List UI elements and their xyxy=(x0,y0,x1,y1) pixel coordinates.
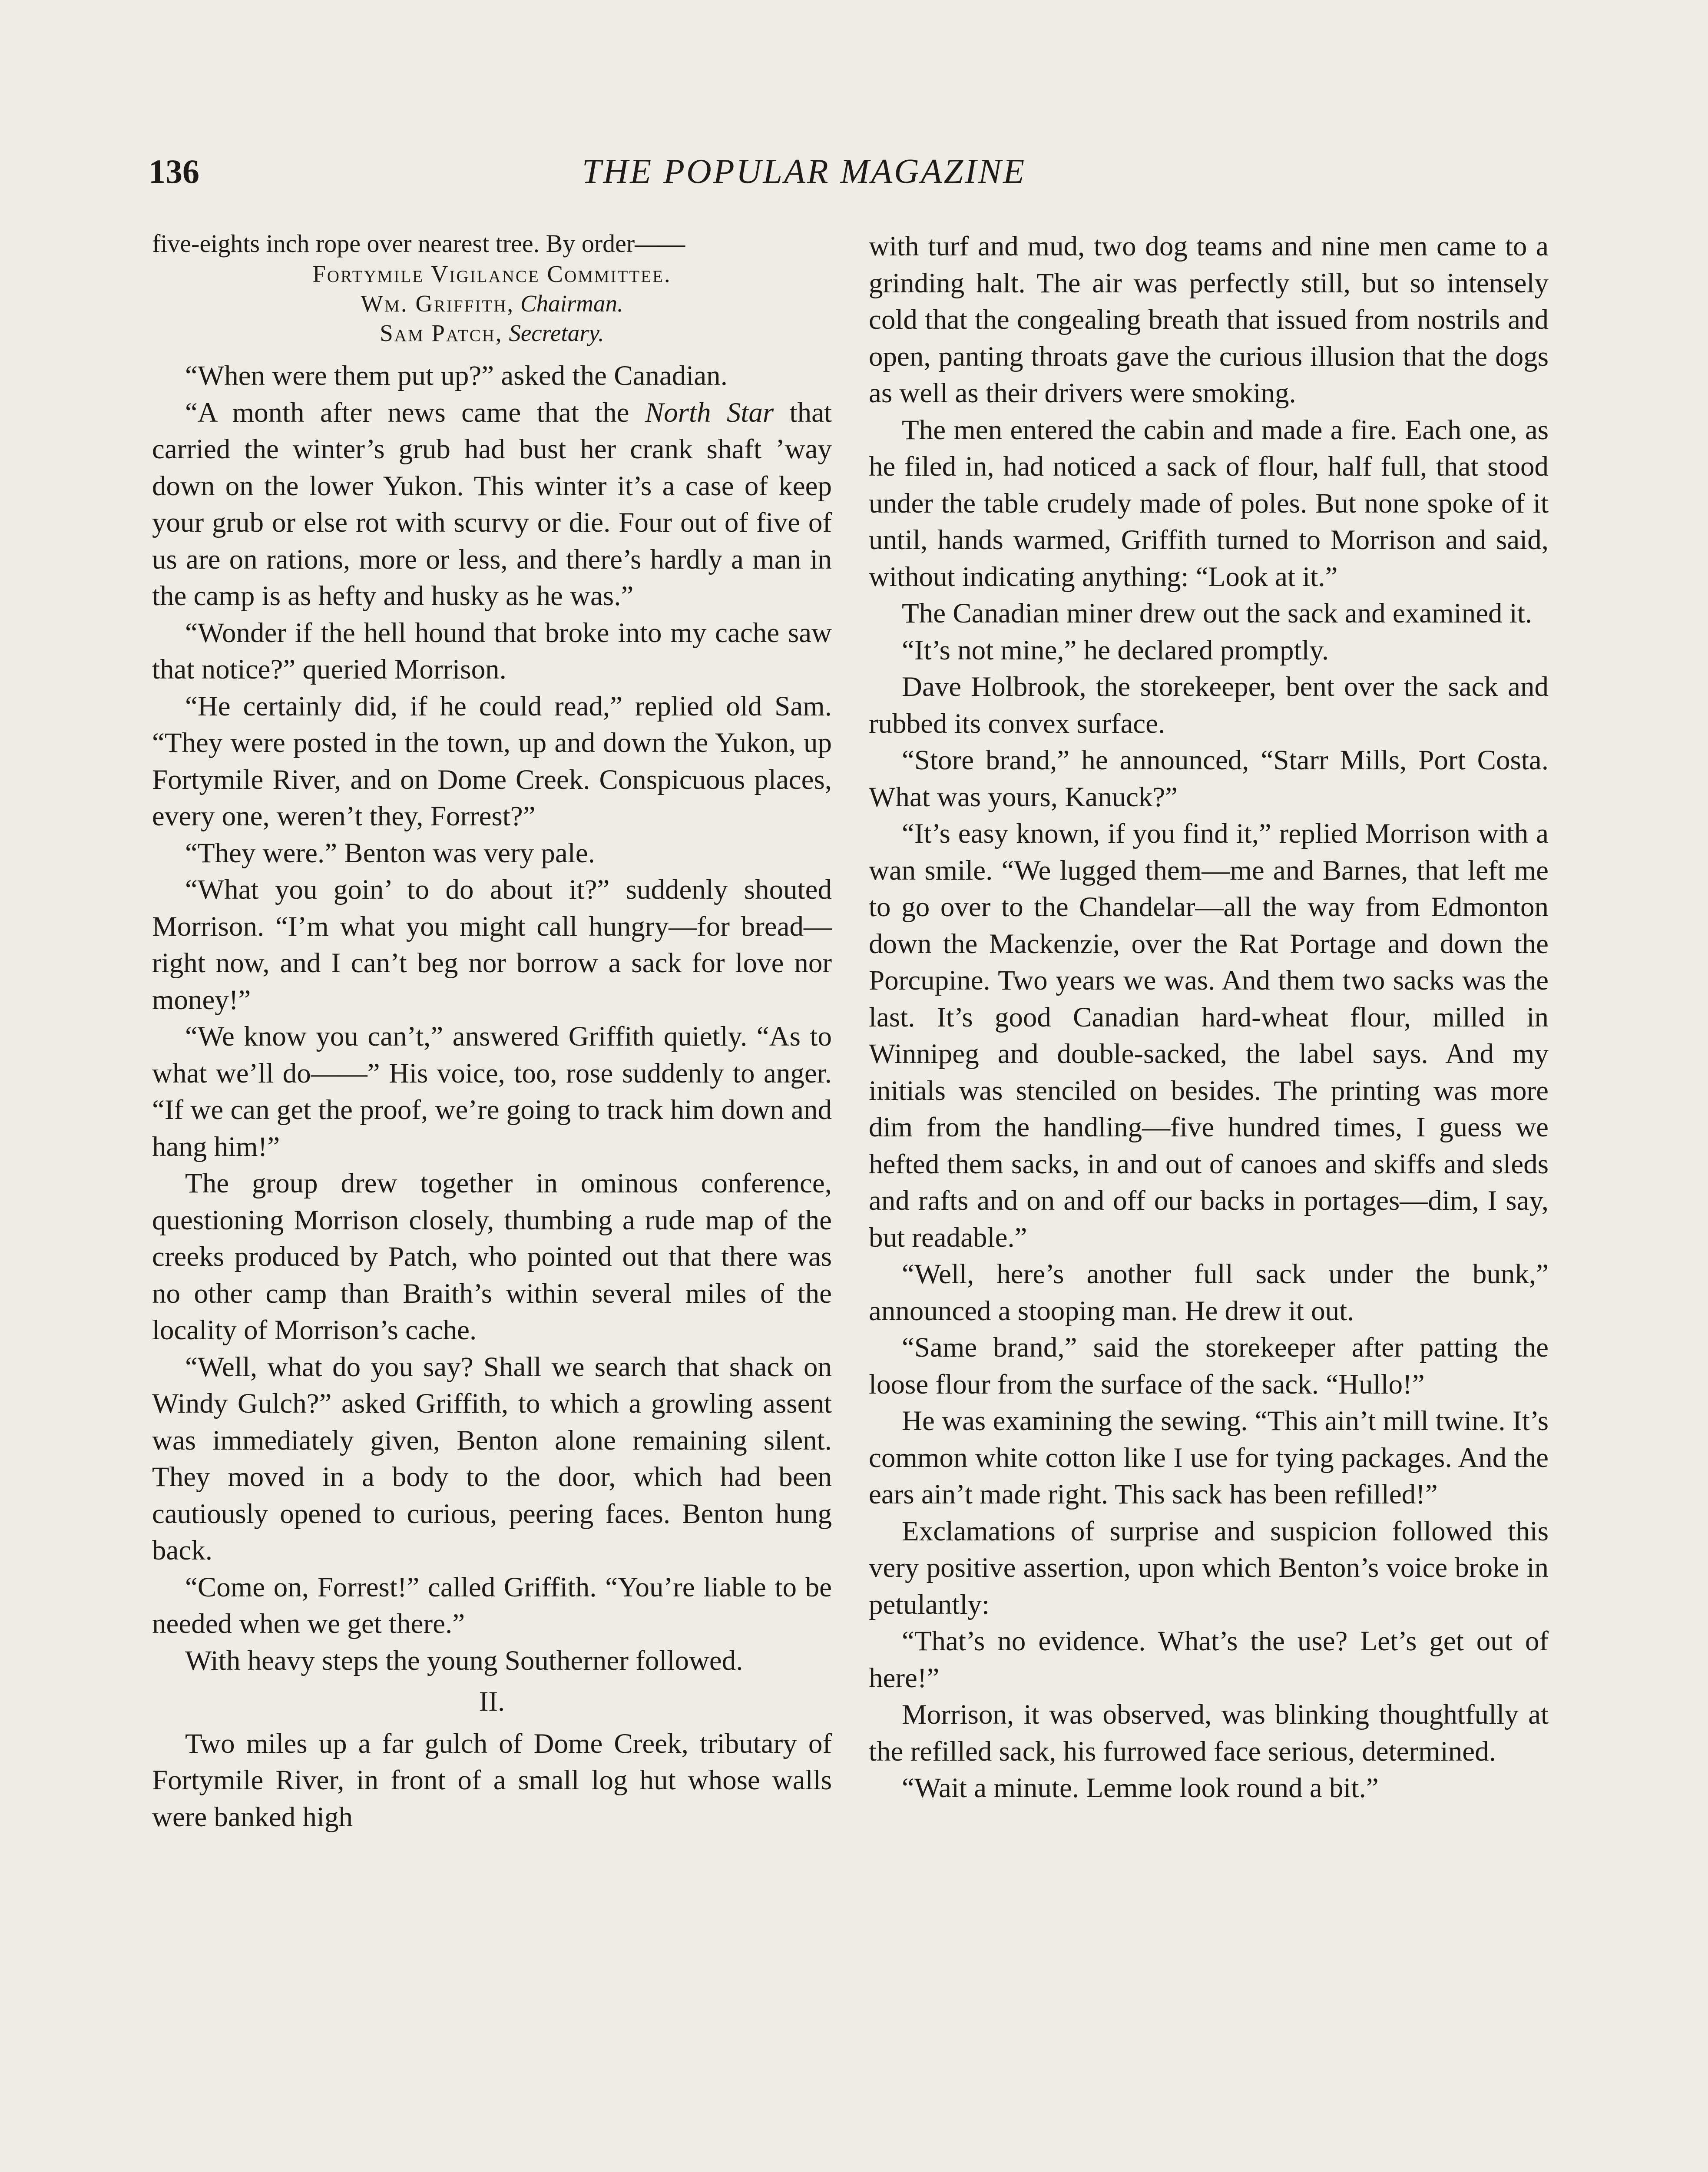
secretary-name: Sam Patch, xyxy=(380,320,503,346)
committee-signature xyxy=(152,259,832,348)
paragraph: The Canadian miner drew out the sack and examined it. xyxy=(902,598,1533,629)
left-column xyxy=(152,228,832,1835)
secretary-line xyxy=(152,318,832,348)
notice-tail: five-eights inch rope over nearest tree. By order—— xyxy=(152,229,685,258)
paragraph: “Wonder if the hell hound that broke into my cache saw that notice?” queried Morrison. xyxy=(152,617,832,685)
page-number: 136 xyxy=(149,152,199,190)
paragraph: “Store brand,” he announced, “Starr Mills, Port Costa. What was yours, Kanuck?” xyxy=(869,745,1549,813)
paragraph: “That’s no evidence. What’s the use? Let’s get out of here!” xyxy=(869,1626,1549,1694)
paragraph: The men entered the cabin and made a fire. Each one, as he filed in, had noticed a sack of flour, half full, that stood under the table crudely made of poles. But none spoke of it until, hands warmed, Griffith turned to Morrison and said, without indicating anything: “Look at it.” xyxy=(869,414,1549,593)
right-column xyxy=(869,228,1549,1807)
paragraph: The group drew together in ominous conference, questioning Morrison closely, thumbing a rude map of the creeks produced by Patch, who pointed out that there was no other camp than Braith’s within several miles of the locality of Morrison’s cache. xyxy=(152,1168,832,1346)
paragraph: “When were them put up?” asked the Canadian. xyxy=(185,360,728,391)
paragraph: “Same brand,” said the storekeeper after patting the loose flour from the surface of the sack. “Hullo!” xyxy=(869,1332,1549,1400)
secretary-role: Secretary. xyxy=(509,320,604,346)
paragraph: “They were.” Benton was very pale. xyxy=(185,837,595,869)
paragraph: “Come on, Forrest!” called Griffith. “You’re liable to be needed when we get there.” xyxy=(152,1571,832,1639)
paragraph-text: “A month after news came that the xyxy=(185,397,645,428)
paragraph: “Wait a minute. Lemme look round a bit.” xyxy=(902,1772,1379,1804)
paragraph: “He certainly did, if he could read,” replied old Sam. “They were posted in the town, up and down the Yukon, up Fortymile River, and on Dome Creek. Conspicuous places, every one, weren’t they, Forrest?” xyxy=(152,690,832,832)
paragraph: with turf and mud, two dog teams and nine men came to a grinding halt. The air was perfectly still, but so intensely cold that the congealing breath that issued from nostrils and open, panting throats gave the curious illusion that the dogs as well as their drivers were smoking. xyxy=(869,231,1549,409)
chairman-role: Chairman. xyxy=(520,290,623,317)
paragraph: Morrison, it was observed, was blinking thoughtfully at the refilled sack, his furrowed face serious, determined. xyxy=(869,1699,1549,1767)
paragraph: “It’s not mine,” he declared promptly. xyxy=(902,634,1329,666)
paragraph: With heavy steps the young Southerner followed. xyxy=(185,1645,743,1676)
paragraph: “Well, what do you say? Shall we search that shack on Windy Gulch?” asked Griffith, to which a growling assent was immediately given, Benton alone remaining silent. They moved in a body to the door, which had been cautiously opened to curious, peering faces. Benton hung back. xyxy=(152,1351,832,1566)
paragraph: Two miles up a far gulch of Dome Creek, tributary of Fortymile River, in front of a small log hut whose walls were banked high xyxy=(152,1728,832,1833)
paragraph: “We know you can’t,” answered Griffith quietly. “As to what we’ll do——” His voice, too, rose suddenly to anger. “If we can get the proof, we’re going to track him down and hang him!” xyxy=(152,1021,832,1162)
paragraph: “What you goin’ to do about it?” suddenly shouted Morrison. “I’m what you might call hungry—for bread—right now, and I can’t beg nor borrow a sack for love nor money!” xyxy=(152,874,832,1016)
paragraph: “It’s easy known, if you find it,” replied Morrison with a wan smile. “We lugged them—me and Barnes, that left me to go over to the Chandelar—all the way from Edmonton down the Mackenzie, over the Rat Portage and down the Porcupine. Two years we was. And them two sacks was the last. It’s good Canadian hard-wheat flour, milled in Winnipeg and double-sacked, the label says. And my initials was stenciled on besides. The printing was more dim from the handling—five hundred times, I guess we hefted them sacks, in and out of canoes and skiffs and sleds and rafts and on and off our backs in portages—dim, I say, but readable.” xyxy=(869,818,1549,1253)
paragraph: “Well, here’s another full sack under the bunk,” announced a stooping man. He drew it out. xyxy=(869,1258,1549,1327)
paragraph xyxy=(152,394,832,615)
paragraph: He was examining the sewing. “This ain’t mill twine. It’s common white cotton like I use for tying packages. And the ears ain’t made right. This sack has been refilled!” xyxy=(869,1405,1549,1510)
committee-name: Fortymile Vigilance Committee. xyxy=(312,261,672,287)
running-title: THE POPULAR MAGAZINE xyxy=(582,152,1026,191)
paragraph-text: that carried the winter’s grub had bust her crank shaft ’way down on the lower Yukon. This winter it’s a case of keep your grub or else rot with scurvy or die. Four out of five of us are on rations, more or less, and there’s hardly a man in the camp is as hefty and husky as he was.” xyxy=(152,397,832,612)
chairman-line xyxy=(152,289,832,318)
chairman-name: Wm. Griffith, xyxy=(361,290,515,317)
section-heading: II. xyxy=(479,1686,505,1717)
ship-name: North Star xyxy=(645,397,774,428)
page-header xyxy=(0,150,1708,193)
paragraph: Dave Holbrook, the storekeeper, bent over the sack and rubbed its convex surface. xyxy=(869,671,1549,739)
paragraph: Exclamations of surprise and suspicion followed this very positive assertion, upon which Benton’s voice broke in petulantly: xyxy=(869,1515,1549,1620)
